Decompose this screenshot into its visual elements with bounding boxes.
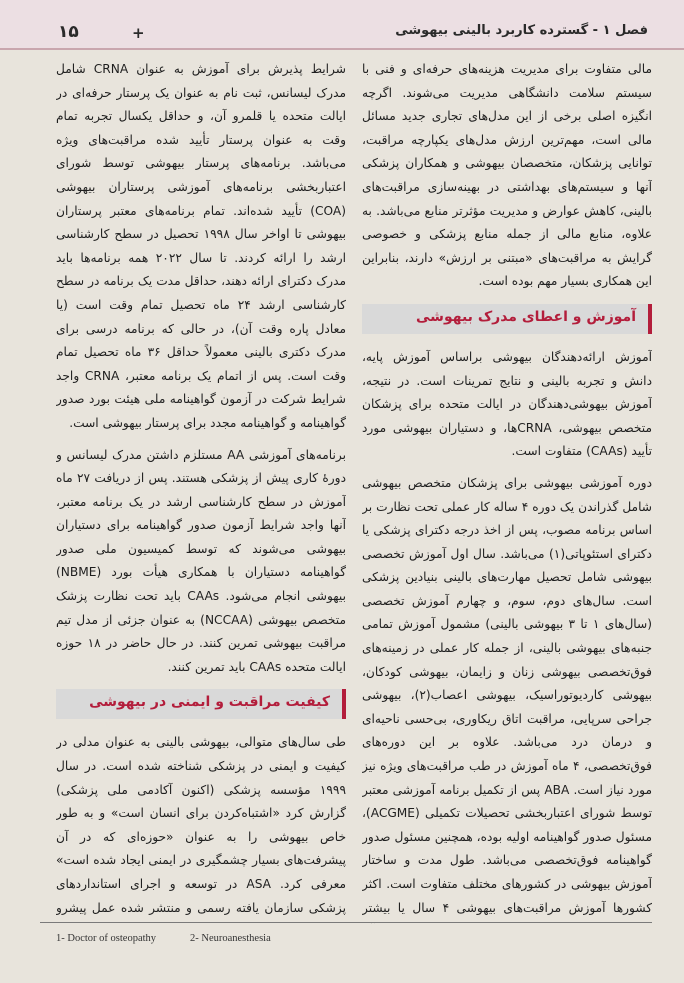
section-heading-training (362, 304, 652, 334)
page-header (0, 0, 684, 50)
footnote-1: 1- Doctor of osteopathy (56, 933, 157, 944)
footnote-2: 2- Neuroanesthesia (190, 933, 271, 944)
page-body (40, 58, 652, 924)
right-column (362, 58, 652, 924)
left-para-3: طی سال‌های متوالی، بیهوشی بالینی به عنوان مدلی در کیفیت و ایمنی در پزشکی شناخته شده است. در سال ۱۹۹۹ مؤسسه پزشکی (اکنون آکادمی ملی پزشکی) گزارش کرد «اشتباه‌کردن برای انسان است» و به طور خاص بیهوشی را به عنوان «حوزه‌ای که در آن پیشرفت‌های بسیار چشمگیری در ایمنی ایجاد شده است» معرفی کرد. ASA در توسعه و اجرای استانداردهای پزشکی سازمان یافته رسمی و منتشر شده عمل پیشرو (56, 735, 346, 915)
footnotes (40, 922, 652, 963)
section-heading-quality (56, 689, 346, 719)
right-para-1: مالی متفاوت برای مدیریت هزینه‌های حرفه‌ای و فنی با سیستم سلامت دانشگاهی مدیریت می‌شوند. اگرچه انگیزه اصلی برخی از این مدل‌های تجاری جدید مسائل مالی است، مهم‌ترین ارزش مدل‌های یکپارچه مراقبت، توانایی پزشکان، متخصصان بیهوشی و همکاران پزشکی آنها و سیستم‌های بهداشتی در بهینه‌سازی مراقبت‌های بالینی، کاهش عوارض و مدیریت مؤثرتر منابع می‌باشد. به علاوه، منابع مالی از جمله منابع پزشکی و خصوصی گرایش به مراقبت‌های «مبتنی بر ارزش» دارند، بنابراین این همکاری بسیار مهم بوده است. (362, 62, 652, 289)
header-inner (40, 22, 648, 46)
section-heading-training-title: آموزش و اعطای مدرک بیهوشی (416, 308, 636, 325)
left-column (56, 58, 346, 924)
page-number: ۱۵ (58, 22, 79, 42)
left-para-2: برنامه‌های آموزشی AA مستلزم داشتن مدرک لیسانس و دورهٔ کاری پیش از پزشکی هستند. پس از دریافت ۲۷ ماه آموزش در سطح کارشناسی ارشد در یک برنامه معتبر، آنها واجد شرایط آزمون صدور گواهینامه برای دستیاران بیهوشی می‌شوند که توسط کمیسیون ملی صدور گواهینامه دستیاران با همکاری هیأت بورد (NBME) بیهوشی انجام می‌شود. CAAs باید تحت نظارت پزشک متخصص بیهوشی (NCCAA) به عنوان جزئی از مدل تیم مراقبت بیهوشی تمرین کنند. در حال حاضر در ۱۸ حوزه ایالت متحده CAAs باید تمرین کنند. (56, 447, 346, 674)
section-heading-quality-title: کیفیت مراقبت و ایمنی در بیهوشی (89, 694, 330, 711)
right-para-3: دوره آموزشی بیهوشی برای پزشکان متخصص بیهوشی شامل گذراندن یک دوره ۴ ساله کار عملی تحت نظارت بر اساس برنامه مصوب، پس از اخذ درجه دکترای پزشکی یا دکترای استئوپاتی(۱) می‌باشد. سال اول آموزش تخصصی بیهوشی شامل تحصیل مهارت‌های بالینی بنیادین پزشکی است. سال‌های دوم، سوم، و چهارم آموزش تخصصی (سال‌های ۱ تا ۳ بیهوشی بالینی) مشمول آموزش تمامی جنبه‌های بیهوشی بالینی، از جمله کار عملی در زمینه‌های فوق‌تخصصی بیهوشی زنان و زایمان، بیهوشی کودکان، بیهوشی کاردیوتوراسیک، بیهوشی اعصاب(۲)، بیهوشی جراحی سرپایی، مراقبت اتاق ریکاوری، بی‌حسی ناحیه‌ای و درمان درد می‌باشد. علاوه بر این دوره‌های فوق‌تخصصی، ۴ ماه آموزش در طب مراقبت‌های ویژه نیز مورد نیاز است. ABA پس از تکمیل برنامه آموزشی معتبر توسط شورای اعتباربخشی تحصیلات تکمیلی (ACGME)، مسئول صدور گواهینامه اولیه بوده، همچنین مسئول صدور گواهینامه فوق‌تخصصی می‌باشد. طول مدت و ساختار آموزش بیهوشی در کشورهای مختلف متفاوت است. اکثر کشورها آموزش مراقبت‌های بیهوشی ۴ سال یا بیشتر (362, 475, 652, 915)
left-para-1: شرایط پذیرش برای آموزش به عنوان CRNA شامل مدرک لیسانس، ثبت نام به عنوان یک پرستار حرفه‌ای در ایالت متحده یا قلمرو آن، و حداقل یکسال تجربه تمام وقت به عنوان پرستار تأیید شده مراقبت‌های ویژه می‌باشد. برنامه‌های پرستار بیهوشی توسط شورای اعتباربخشی برنامه‌های آموزشی پرستاران بیهوشی (COA) تأیید شده‌اند. تمام برنامه‌های معتبر پرستاران بیهوشی تا اواخر سال ۱۹۹۸ تحصیل در سطح کارشناسی ارشد را ارائه کردند. تا سال ۲۰۲۲ همه برنامه‌ها باید مدرک دکترای ارائه دهند، حداقل مدت یک برنامه در سطح کارشناسی ارشد ۲۴ ماه تحصیل تمام وقت است (یا معادل پاره وقت آن)، در حالی که برنامه درسی برای مدرک دکتری بالینی معمولاً حداقل ۳۶ ماه تحصیل تمام وقت است. پس از اتمام یک برنامه معتبر، CRNA واجد شرایط شرکت در آزمون گواهینامه ملی هیئت بورد صدور گواهینامه و گواهینامه مجدد برای پرستار بیهوشی است. (56, 62, 346, 430)
right-para-2: آموزش ارائه‌دهندگان بیهوشی براساس آموزش پایه، دانش و تجربه بالینی و نتایج تمرینات است. در نتیجه، آموزش بیهوشی‌دهندگان در ایالت متحده برای پزشکان متخصص بیهوشی، CRNAها، و دستیاران بیهوشی مورد تأیید (CAAs) متفاوت است. (362, 349, 652, 459)
header-divider-icon: + (132, 24, 145, 42)
chapter-title: فصل ۱ - گسترده کاربرد بالینی بیهوشی (395, 23, 648, 38)
